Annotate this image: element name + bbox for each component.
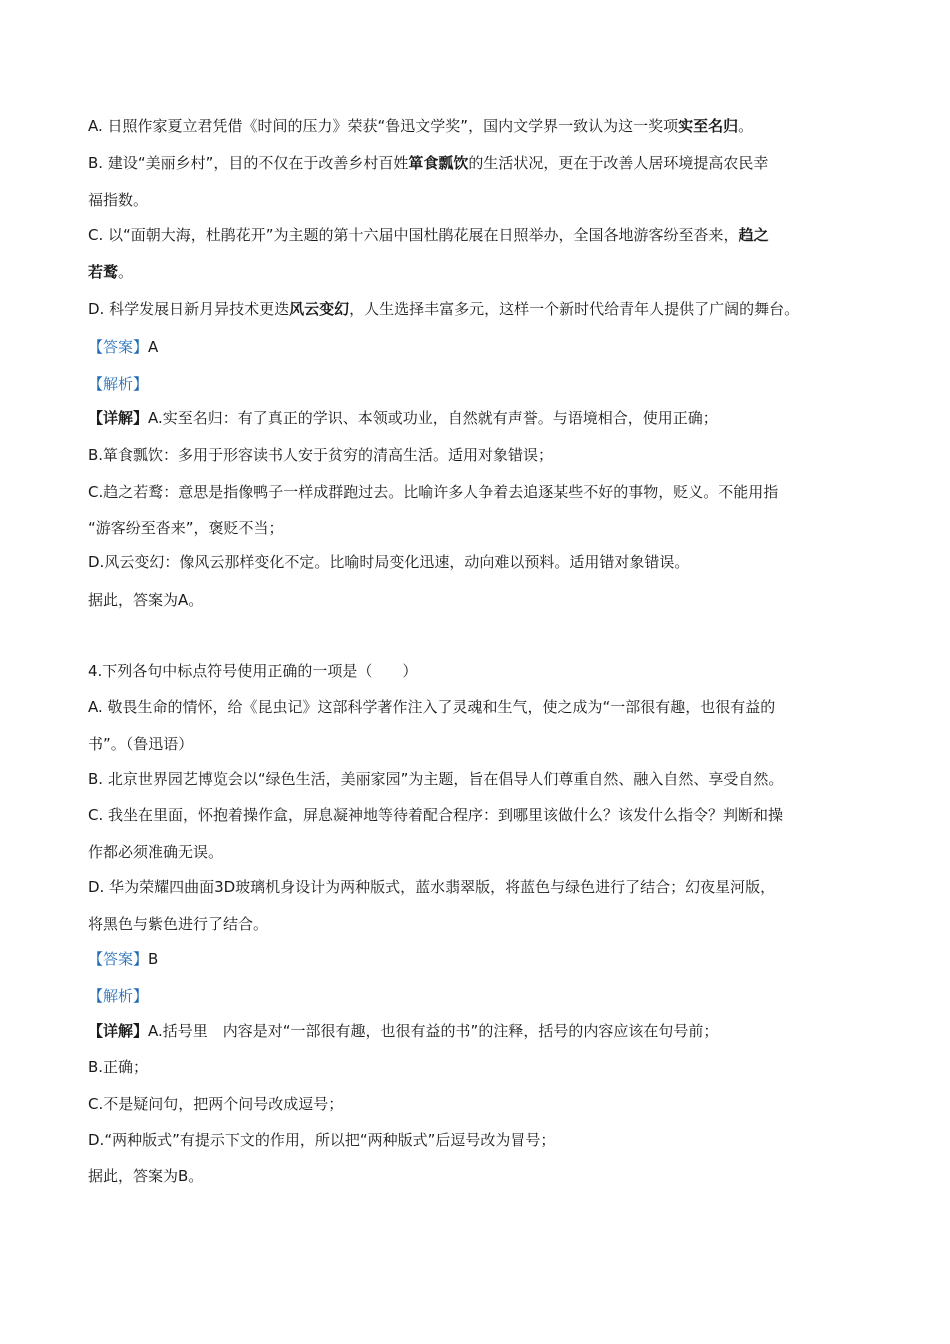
q4-option-d: D. 华为荣耀四曲面3D玻璃机身设计为两种版式，蓝水翡翠版，将蓝色与绿色进行了结合；幻夜星河版， bbox=[88, 878, 776, 896]
q3-option-d-end: ，人生选择丰富多元，这样一个新时代给青年人提供了广阔的舞台。 bbox=[349, 300, 800, 318]
q4-answer bbox=[88, 949, 878, 969]
q3-option-c-idiom-part1: 趋之 bbox=[738, 226, 769, 244]
q3-option-c bbox=[88, 225, 878, 245]
q3-detail-d: D.风云变幻：像风云那样变化不定。比喻时局变化迅速，动向难以预料。适用错对象错误。 bbox=[88, 553, 690, 571]
q3-option-a bbox=[88, 116, 878, 136]
q4-detail-tag: 【详解】 bbox=[88, 1022, 149, 1040]
q3-option-b-text: B. 建设“美丽乡村”，目的不仅在于改善乡村百姓 bbox=[88, 154, 409, 172]
q3-option-c-end: 。 bbox=[118, 263, 134, 281]
q3-detail-a bbox=[88, 408, 878, 428]
q4-option-a-line2: 书”。（鲁迅语） bbox=[88, 735, 194, 753]
q3-option-d-text: D. 科学发展日新月异技术更迭 bbox=[88, 300, 290, 318]
q3-answer bbox=[88, 337, 878, 357]
q3-option-b-line2: 福指数。 bbox=[88, 191, 149, 209]
q3-conclusion: 据此，答案为A。 bbox=[88, 591, 204, 609]
q3-option-b-idiom: 箪食瓢饮 bbox=[408, 154, 469, 172]
q3-detail-tag: 【详解】 bbox=[88, 409, 149, 427]
q3-detail-c: C.趋之若鹜：意思是指像鸭子一样成群跑过去。比喻许多人争着去追逐某些不好的事物，贬义。不能用指 bbox=[88, 483, 779, 501]
q4-answer-value: B bbox=[148, 950, 159, 968]
q4-conclusion: 据此，答案为B。 bbox=[88, 1167, 204, 1185]
q3-detail-b: B.箪食瓢饮：多用于形容读书人安于贫穷的清高生活。适用对象错误； bbox=[88, 446, 554, 464]
q3-option-d bbox=[88, 299, 878, 319]
q3-option-a-text: A. 日照作家夏立君凭借《时间的压力》荣获“鲁迅文学奖”，国内文学界一致认为这一奖项 bbox=[88, 117, 679, 135]
q4-option-b: B. 北京世界园艺博览会以“绿色生活，美丽家园”为主题，旨在倡导人们尊重自然、融入自然、享受自然。 bbox=[88, 770, 784, 788]
q3-option-b-end: 的生活状况，更在于改善人居环境提高农民幸 bbox=[468, 154, 769, 172]
q3-option-a-idiom: 实至名归 bbox=[678, 117, 739, 135]
q4-detail-a-text: A.括号里 内容是对“一部很有趣，也很有益的书”的注释，括号的内容应该在句号前； bbox=[148, 1022, 719, 1040]
q3-option-a-end: 。 bbox=[738, 117, 754, 135]
q4-option-d-line2: 将黑色与紫色进行了结合。 bbox=[88, 915, 269, 933]
q3-option-b bbox=[88, 153, 878, 173]
q4-analysis-tag: 【解析】 bbox=[88, 987, 149, 1005]
q3-answer-value: A bbox=[148, 338, 159, 356]
q4-detail-c: C.不是疑问句，把两个问号改成逗号； bbox=[88, 1095, 344, 1113]
q3-option-c-idiom-part2: 若鹜 bbox=[88, 263, 119, 281]
q3-detail-a-text: A.实至名归：有了真正的学识、本领或功业，自然就有声誉。与语境相合，使用正确； bbox=[148, 409, 718, 427]
q3-answer-tag: 【答案】 bbox=[88, 338, 149, 356]
q3-analysis-tag: 【解析】 bbox=[88, 375, 149, 393]
q3-option-c-text: C. 以“面朝大海，杜鹃花开”为主题的第十六届中国杜鹃花展在日照举办，全国各地游客纷至沓来， bbox=[88, 226, 739, 244]
q4-option-a: A. 敬畏生命的情怀，给《昆虫记》这部科学著作注入了灵魂和生气，使之成为“一部很有趣，也很有益的 bbox=[88, 698, 776, 716]
q3-option-d-idiom: 风云变幻 bbox=[289, 300, 350, 318]
q4-answer-tag: 【答案】 bbox=[88, 950, 149, 968]
q3-detail-c-line2: “游客纷至沓来”，褒贬不当； bbox=[88, 519, 284, 537]
q4-option-c-line2: 作都必须准确无误。 bbox=[88, 843, 224, 861]
q4-detail-a bbox=[88, 1021, 878, 1041]
q4-stem: 4.下列各句中标点符号使用正确的一项是（ ） bbox=[88, 662, 418, 680]
q4-detail-b: B.正确； bbox=[88, 1058, 149, 1076]
q4-option-c: C. 我坐在里面，怀抱着操作盒，屏息凝神地等待着配合程序：到哪里该做什么？该发什么指令？判断和操 bbox=[88, 806, 784, 824]
q3-option-c-line2 bbox=[88, 262, 878, 282]
q4-detail-d: D.“两种版式”有提示下文的作用，所以把“两种版式”后逗号改为冒号； bbox=[88, 1131, 556, 1149]
